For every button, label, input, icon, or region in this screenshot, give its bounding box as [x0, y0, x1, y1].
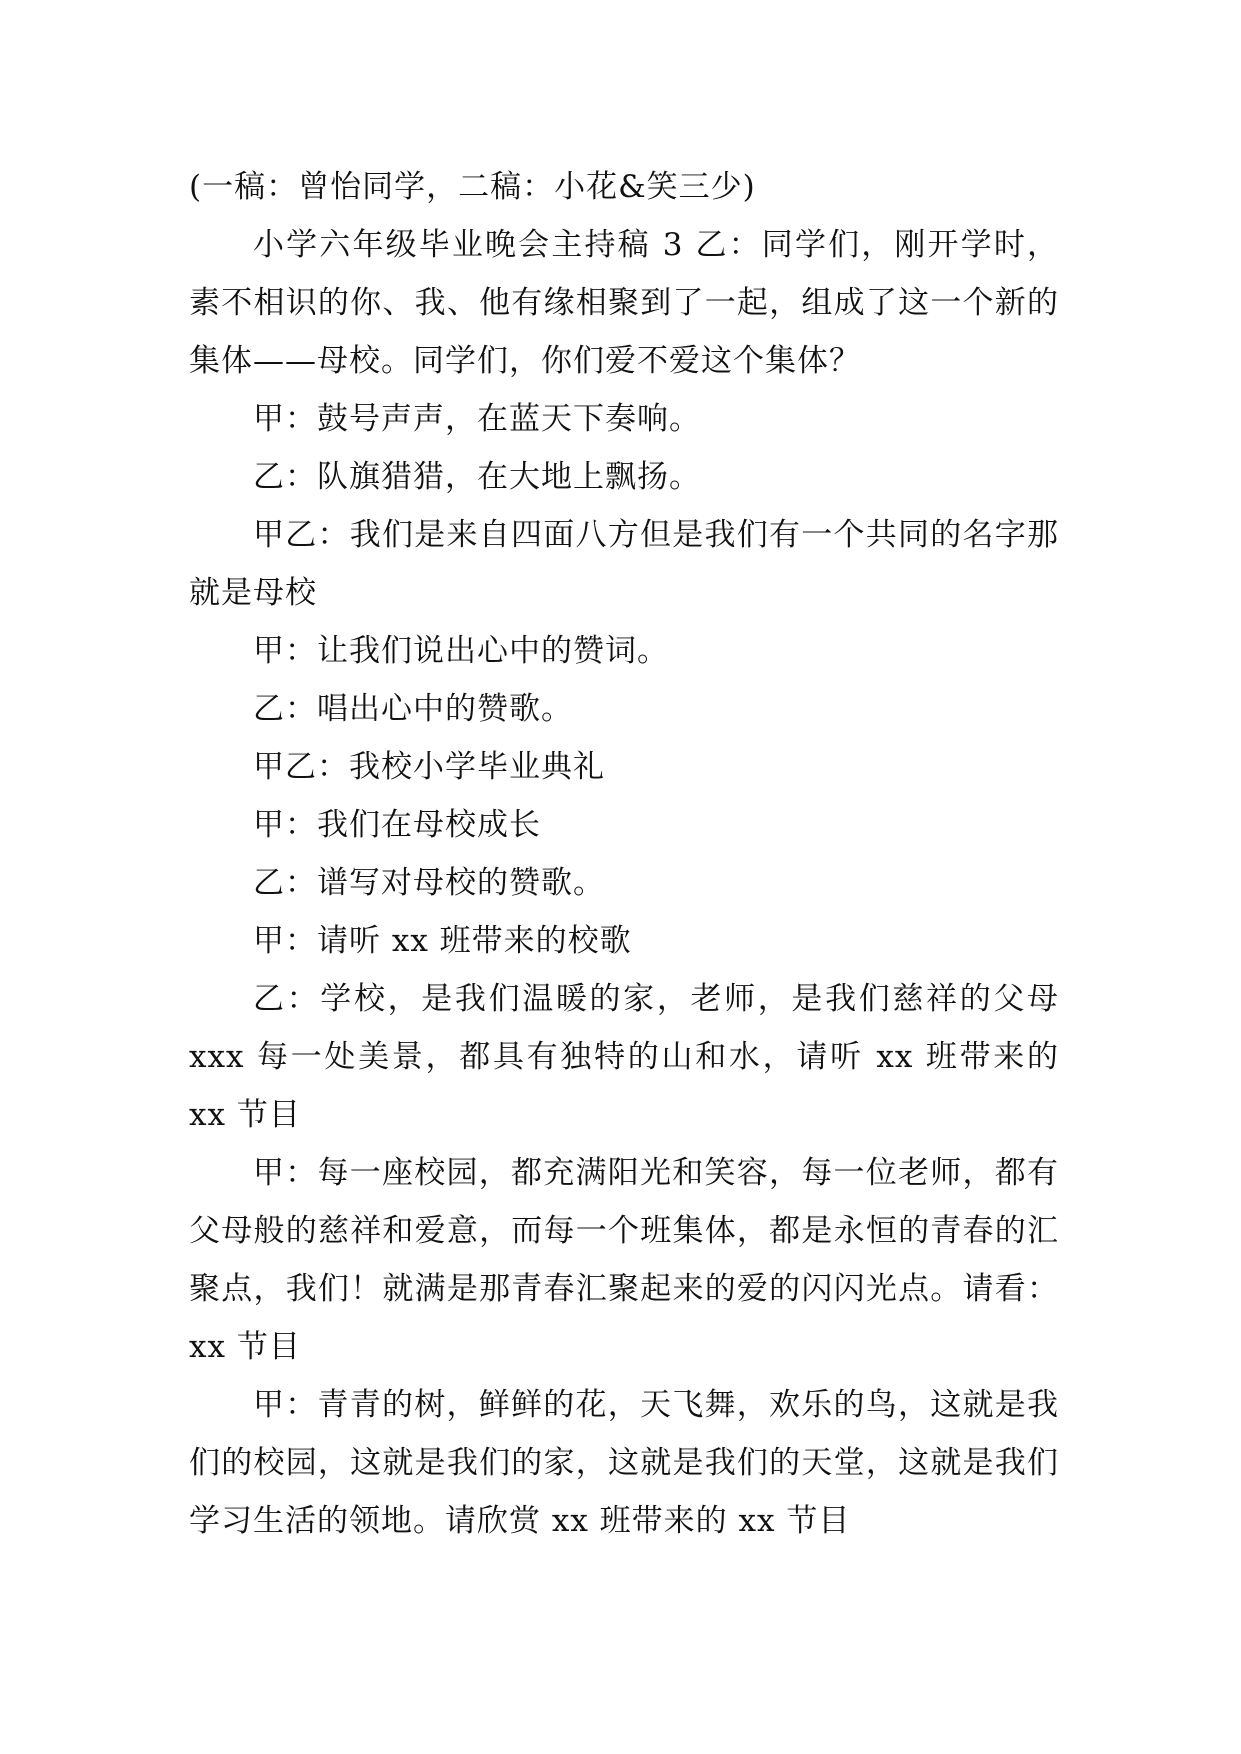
paragraph-line: 甲：我们在母校成长: [253, 807, 541, 843]
paragraph-line: 乙：队旗猎猎，在大地上飘扬。: [253, 459, 701, 495]
paragraph-line: 甲：请听 xx 班带来的校歌: [253, 923, 632, 959]
paragraph-opening: 小学六年级毕业晚会主持稿 3 乙：同学们，刚开学时，素不相识的你、我、他有缘相聚到了一起，组成了这一个新的集体——母校。同学们，你们爱不爱这个集体？: [189, 227, 1059, 379]
paragraph-credits: (一稿：曾怡同学，二稿：小花&笑三少): [189, 169, 756, 205]
paragraph-line: 甲：鼓号声声，在蓝天下奏响。: [253, 401, 701, 437]
paragraph-line: 甲乙：我校小学毕业典礼: [253, 749, 605, 785]
paragraph-line: 甲：每一座校园，都充满阳光和笑容，每一位老师，都有父母般的慈祥和爱意，而每一个班集体，都是永恒的青春的汇聚点，我们！就满是那青春汇聚起来的爱的闪闪光点。请看：xx 节目: [189, 1155, 1059, 1365]
paragraph-line: 甲乙：我们是来自四面八方但是我们有一个共同的名字那就是母校: [189, 517, 1059, 611]
paragraph-line: 乙：谱写对母校的赞歌。: [253, 865, 605, 901]
paragraph-line: 乙：唱出心中的赞歌。: [253, 691, 573, 727]
paragraph-line: 甲：让我们说出心中的赞词。: [253, 633, 669, 669]
document-body: [189, 158, 1059, 1550]
paragraph-line: 乙：学校，是我们温暖的家，老师，是我们慈祥的父母 xxx 每一处美景，都具有独特的山和水，请听 xx 班带来的 xx 节目: [189, 981, 1059, 1133]
paragraph-line: 甲：青青的树，鲜鲜的花，天飞舞，欢乐的鸟，这就是我们的校园，这就是我们的家，这就是我们的天堂，这就是我们学习生活的领地。请欣赏 xx 班带来的 xx 节目: [189, 1387, 1059, 1539]
